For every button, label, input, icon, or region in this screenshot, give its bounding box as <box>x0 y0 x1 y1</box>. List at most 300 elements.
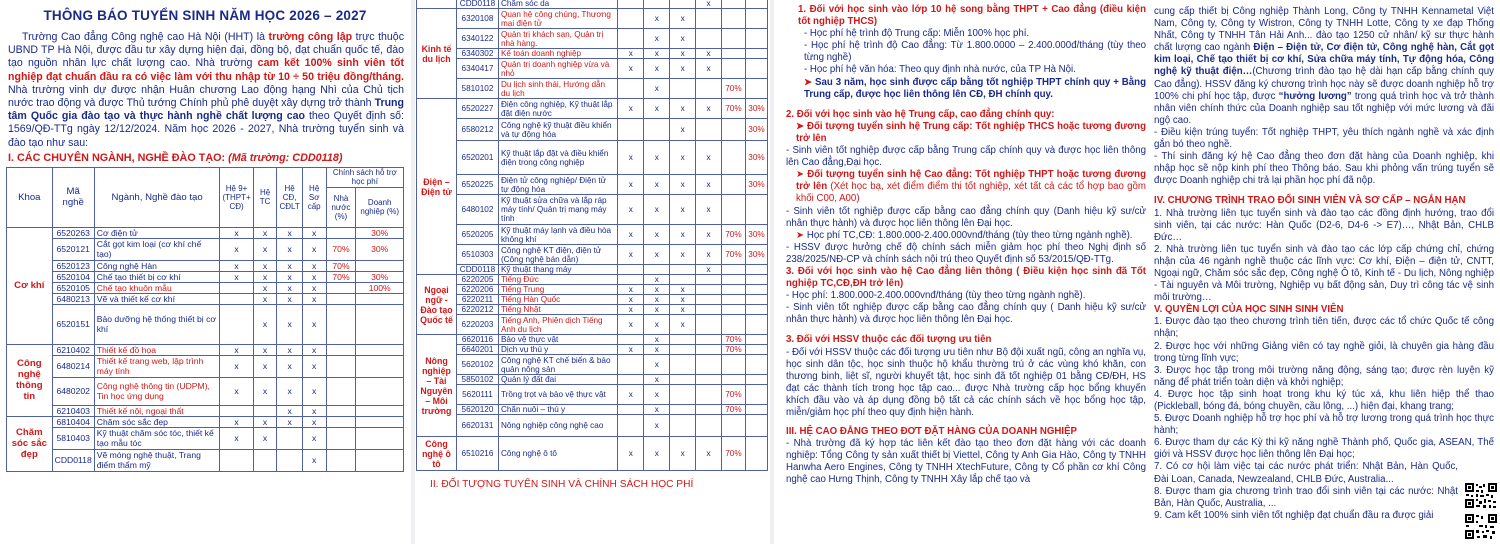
level-cd-mark: x <box>670 9 696 29</box>
table-row <box>417 335 768 345</box>
section-2-heading: II. ĐỐI TƯỢNG TUYỂN SINH VÀ CHÍNH SÁCH HỌC PHÍ <box>430 479 694 490</box>
table-row <box>7 293 404 304</box>
intro-text: Nhà trường vinh dự được nhận Huân chương Lao động hạng Nhì của Chủ tịch nước trao động và được Thủ tướng Chính phủ phê duyệt xây dựng trở thành <box>8 83 404 110</box>
state-support-rate: 70% <box>326 260 356 271</box>
program-name: Chăm sóc sắc đẹp <box>94 416 220 427</box>
program-table-2 <box>416 0 768 471</box>
level-sc-mark <box>696 355 722 375</box>
level-tc-mark: x <box>644 195 670 225</box>
table-row <box>7 377 404 405</box>
level-he9-mark: x <box>618 195 644 225</box>
th-he9: Hệ 9+ (THPT+ CĐ) <box>220 167 253 227</box>
benefit-item: 2. Được học với những Giảng viên có tay nghề giỏi, là chuyên gia hàng đầu trong từng lĩnh vực; <box>1154 340 1494 364</box>
program-name: Kỹ thuật chăm sóc tóc, thiết kế tạo mẫu tóc <box>94 427 220 449</box>
level-tc-mark: x <box>253 304 277 344</box>
level-sc-mark: x <box>302 405 326 416</box>
level-mark <box>721 0 745 9</box>
text-part: (Chương trình đào tạo hệ dài hạn cấp bằng chính quy Cao đẳng). HSSV đăng ký chương trình học này sẽ được doanh nghiệp hỗ trợ 100% chi phí học tập, được <box>1154 66 1494 102</box>
program-code: 6340302 <box>456 49 498 59</box>
state-support-rate <box>721 9 745 29</box>
level-tc-mark: x <box>644 275 670 285</box>
intro-text: theo Quyết định số: 1569/QĐ-TTg ngày 12/12/2024. Năm học 2026 - 2027, Nhà trường tuyển sinh và đào tạo như sau: <box>8 110 404 149</box>
level-cd-mark <box>670 405 696 415</box>
business-support-rate <box>745 385 767 405</box>
business-support-rate: 30% <box>745 175 767 195</box>
th-cd: Hệ CĐ, CĐLT <box>277 167 302 227</box>
level-sc-mark: x <box>302 260 326 271</box>
level-tc-mark <box>253 405 277 416</box>
level-he9-mark: x <box>618 99 644 119</box>
program-name: Trồng trọt và bảo vệ thực vật <box>498 385 617 405</box>
section-1-heading <box>8 152 410 164</box>
level-he9-mark: x <box>220 271 253 282</box>
level-sc-mark: x <box>302 293 326 304</box>
business-support-rate <box>745 195 767 225</box>
state-support-rate <box>721 375 745 385</box>
business-support-rate <box>745 9 767 29</box>
program-code: 6220206 <box>456 285 498 295</box>
arrow-icon: ➤ <box>804 76 813 88</box>
program-name: Tiếng Hàn Quốc <box>498 295 617 305</box>
program-code: 5850102 <box>456 375 498 385</box>
th-tc: Hệ TC <box>253 167 277 227</box>
state-support-rate <box>326 304 356 344</box>
state-support-rate: 70% <box>721 79 745 99</box>
business-support-rate <box>745 437 767 471</box>
program-code: 6620116 <box>456 335 498 345</box>
table-row <box>7 449 404 471</box>
table-row <box>7 271 404 282</box>
business-support-rate <box>745 49 767 59</box>
state-support-rate <box>721 315 745 335</box>
business-support-rate <box>745 79 767 99</box>
program-name: Bảo vệ thực vật <box>498 335 617 345</box>
level-tc-mark: x <box>253 377 277 405</box>
text-bold: “hưởng lương” <box>1278 90 1352 102</box>
state-support-rate <box>326 427 356 449</box>
business-support-rate <box>745 355 767 375</box>
level-cd-mark: x <box>277 271 302 282</box>
level-cd-mark: x <box>277 282 302 293</box>
table-row <box>417 295 768 305</box>
business-support-rate <box>745 265 767 275</box>
level-tc-mark: x <box>644 415 670 437</box>
level-cd-mark <box>670 335 696 345</box>
level-tc-mark: x <box>644 49 670 59</box>
business-support-rate <box>356 304 404 344</box>
state-support-rate <box>721 141 745 175</box>
level-tc-mark: x <box>644 225 670 245</box>
faculty-name: Cơ khí <box>7 227 53 344</box>
level-cd-mark: x <box>277 344 302 355</box>
text-part: trong quá trình học và trở thành nhân viên chính thức của Doanh nghiệp sau tốt nghiệp với mức lương và đãi ngộ cao. <box>1154 90 1494 126</box>
program-name: Chăm sóc da <box>498 0 617 9</box>
level-he9-mark: x <box>618 315 644 335</box>
state-support-rate: 70% <box>721 225 745 245</box>
business-support-rate: 30% <box>745 119 767 141</box>
heading-2a <box>786 121 1146 145</box>
page-2 <box>416 0 768 544</box>
level-cd-mark: x <box>670 49 696 59</box>
heading-2a-text: Đối tượng tuyển sinh hệ Trung cấp: Tốt nghiệp THCS hoặc tương đương trở lên <box>796 120 1147 144</box>
level-tc-mark: x <box>644 295 670 305</box>
level-tc-mark: x <box>644 385 670 405</box>
table-row <box>417 175 768 195</box>
faculty-name: Chăm sóc sắc đẹp <box>7 416 53 471</box>
level-he9-mark: x <box>220 416 253 427</box>
faculty-name <box>417 0 457 9</box>
program-name: Kỹ thuật lắp đặt và điều khiển điện trong công nghiệp <box>498 141 617 175</box>
state-support-rate <box>326 282 356 293</box>
state-support-rate <box>326 377 356 405</box>
level-cd-mark: x <box>670 245 696 265</box>
level-tc-mark: x <box>253 238 277 260</box>
business-support-rate <box>745 345 767 355</box>
level-sc-mark <box>696 415 722 437</box>
business-support-rate <box>745 375 767 385</box>
level-tc-mark: x <box>253 427 277 449</box>
program-name: Tiếng Anh, Phiên dịch Tiếng Anh du lịch <box>498 315 617 335</box>
page-divider <box>411 0 415 544</box>
program-code: 6520151 <box>52 304 94 344</box>
level-tc-mark: x <box>253 282 277 293</box>
level-he9-mark: x <box>220 344 253 355</box>
business-support-rate: 30% <box>745 245 767 265</box>
business-support-rate <box>356 344 404 355</box>
business-support-rate: 30% <box>356 271 404 282</box>
text-part: cung cấp thiết bị Công nghiệp Thành Long, Công ty TNHH Kennametal Việt Nam, Công ty, Công ty Wistron, Công ty TNHH Lotte, Công ty xe đạp Thống Nhất, Công ty TNHH Tân Hải Anh... đào tạo 1250 cử nhân/ kỹ sư thực hành chất lượng cao ngành <box>1154 6 1494 54</box>
th-chinh-sach: Chính sách hỗ trợ học phí <box>326 167 403 187</box>
benefit-item: 4. Được học tập sinh hoạt trong khu ký túc xá, khu liên hiệp thể thao (Pickleball, bóng đá, bóng chuyền, cầu lông, ...) hiện đại, khang trang; <box>1154 388 1494 412</box>
program-code: 6520104 <box>52 271 94 282</box>
level-sc-mark: x <box>696 225 722 245</box>
state-support-rate <box>721 49 745 59</box>
program-code: 5620102 <box>456 355 498 375</box>
level-tc-mark: x <box>644 59 670 79</box>
level-tc-mark: x <box>253 416 277 427</box>
state-support-rate <box>326 355 356 377</box>
level-tc-mark: x <box>253 271 277 282</box>
state-support-rate: 70% <box>721 335 745 345</box>
state-support-rate <box>721 285 745 295</box>
level-he9-mark <box>220 282 253 293</box>
table-row <box>417 275 768 285</box>
level-cd-mark: x <box>670 29 696 49</box>
benefit-item: 8. Được tham gia chương trình trao đổi sinh viên tại các nước: Nhật Bản, Hàn Quốc, Australia, ... <box>1154 485 1458 509</box>
business-support-rate <box>356 427 404 449</box>
level-he9-mark <box>618 79 644 99</box>
th-khoa: Khoa <box>7 167 53 227</box>
level-sc-mark <box>696 305 722 315</box>
level-sc-mark <box>696 119 722 141</box>
level-cd-mark: x <box>670 59 696 79</box>
level-sc-mark: x <box>696 99 722 119</box>
level-mark <box>618 0 644 9</box>
level-cd-mark: x <box>277 293 302 304</box>
level-cd-mark <box>277 427 302 449</box>
level-cd-mark: x <box>277 304 302 344</box>
benefit-item: 6. Được tham dự các Kỳ thi kỹ năng nghề Thành phố, Quốc gia, ASEAN, Thế giới và HSSV được học liên thông lên Đại học; <box>1154 437 1494 461</box>
program-code: 6320108 <box>456 9 498 29</box>
business-support-rate <box>745 315 767 335</box>
level-cd-mark: x <box>670 141 696 175</box>
table-row <box>7 416 404 427</box>
table-row <box>417 405 768 415</box>
level-tc-mark: x <box>644 285 670 295</box>
program-name: Công nghệ kỹ thuật điều khiển và tự động hóa <box>498 119 617 141</box>
state-support-rate <box>721 29 745 49</box>
text-line: - Đối với HSSV thuộc các đối tượng ưu tiên như Bộ đội xuất ngũ, công an nghĩa vụ, học sinh dân tộc, học sinh thuộc hộ khẩu thường trú ở các vùng khó khăn, con thương binh, liệt sĩ, người khuyết tật, học sinh đã tốt nghiệp 01 bằng CĐ/ĐH, HS đạt các thành tích trong học tập cao... được Nhà trường cấp học bổng khuyến khích đầu vào và áp dụng đồng bộ tất cả các chính sách về học bổng học tập, miễn/giảm học phí theo quy định hiện hành. <box>786 346 1146 418</box>
program-name: Chăn nuôi – thú y <box>498 405 617 415</box>
benefit-item: 7. Có cơ hội làm việc tại các nước phát triển: Nhật Bản, Hàn Quốc, Đài Loan, Canada, Newzealand, CHLB Đức, Australia... <box>1154 461 1458 485</box>
table-row <box>417 415 768 437</box>
table-row <box>417 265 768 275</box>
level-sc-mark: x <box>302 344 326 355</box>
business-support-rate <box>745 295 767 305</box>
level-cd-mark: x <box>670 195 696 225</box>
level-he9-mark: x <box>618 141 644 175</box>
table-row <box>7 238 404 260</box>
heading-2b-note: (Xét học bạ, xét điểm điểm thi tốt nghiệp, xét tất cả các tổ hợp bao gồm khối C00, A00) <box>796 181 1146 205</box>
text-bold: Điện – Điện tử, Cơ điện tử, Công nghệ hàn, Cắt gọt kim loại, Chế tạo thiết bị cơ khí, Sửa chữa máy tính, Tự động hóa, Công nghệ kỹ thuật điện… <box>1154 42 1494 78</box>
arrow-icon: ➤ <box>796 120 805 132</box>
level-tc-mark: x <box>644 245 670 265</box>
state-support-rate <box>721 119 745 141</box>
level-tc-mark: x <box>644 335 670 345</box>
state-support-rate: 70% <box>721 385 745 405</box>
program-code: 6340417 <box>456 59 498 79</box>
th-sc: Hệ Sơ cấp <box>302 167 326 227</box>
business-support-rate: 30% <box>745 225 767 245</box>
document-title: THÔNG BÁO TUYỂN SINH NĂM HỌC 2026 – 2027 <box>43 8 367 23</box>
level-he9-mark <box>220 405 253 416</box>
intro-highlight: cam kết 100% sinh viên tốt nghiệp đạt chuẩn đầu ra có việc làm với thu nhập từ 10 ÷ 50 triệu đồng/tháng. <box>8 57 405 83</box>
level-mark <box>745 0 767 9</box>
level-sc-mark <box>696 275 722 285</box>
level-tc-mark: x <box>253 355 277 377</box>
level-sc-mark <box>696 9 722 29</box>
business-support-rate: 30% <box>745 99 767 119</box>
business-support-rate <box>356 377 404 405</box>
state-support-rate <box>721 265 745 275</box>
business-support-rate: 100% <box>356 282 404 293</box>
program-code: 6510216 <box>456 437 498 471</box>
level-he9-mark: x <box>220 238 253 260</box>
level-sc-mark <box>696 375 722 385</box>
text-line-bold <box>786 77 1146 101</box>
level-tc-mark: x <box>644 437 670 471</box>
program-code: 6480214 <box>52 355 94 377</box>
program-code: 6520225 <box>456 175 498 195</box>
program-code: 5810102 <box>456 79 498 99</box>
level-cd-mark: x <box>277 260 302 271</box>
program-name: Kế toán doanh nghiệp <box>498 49 617 59</box>
level-sc-mark <box>696 385 722 405</box>
th-nha-nuoc: Nhà nước (%) <box>326 187 356 227</box>
level-tc-mark: x <box>644 315 670 335</box>
level-tc-mark: x <box>644 375 670 385</box>
table-row <box>417 79 768 99</box>
level-he9-mark <box>220 304 253 344</box>
state-support-rate: 70% <box>721 99 745 119</box>
level-cd-mark <box>670 385 696 405</box>
program-name: Công nghệ KT chế biến & bảo quản nông sản <box>498 355 617 375</box>
program-table-2-body <box>417 0 768 471</box>
level-cd-mark: x <box>670 305 696 315</box>
level-tc-mark: x <box>253 344 277 355</box>
faculty-name: Nông nghiệp – Tài Nguyên – Môi trường <box>417 335 457 437</box>
level-he9-mark: x <box>618 295 644 305</box>
table-row <box>417 195 768 225</box>
state-support-rate <box>721 415 745 437</box>
level-cd-mark <box>670 265 696 275</box>
level-sc-mark: x <box>696 437 722 471</box>
level-sc-mark: x <box>302 271 326 282</box>
level-sc-mark <box>696 295 722 305</box>
text-line: Sau 3 năm, học sinh được cấp bằng tốt nghiệp THPT chính quy + Bằng Trung cấp, được học liên thông lên CĐ, ĐH chính quy. <box>804 76 1146 100</box>
program-name: Tiếng Đức <box>498 275 617 285</box>
level-sc-mark: x <box>302 227 326 238</box>
program-code: 6810404 <box>52 416 94 427</box>
program-name: Công nghệ ô tô <box>498 437 617 471</box>
level-cd-mark: x <box>670 295 696 305</box>
program-name: Chế tạo thiết bị cơ khí <box>94 271 220 282</box>
program-name: Công nghệ thông tin (UDPM), Tin học ứng dụng <box>94 377 220 405</box>
program-code: 6520123 <box>52 260 94 271</box>
program-code: 6520201 <box>456 141 498 175</box>
state-support-rate: 70% <box>326 238 356 260</box>
level-he9-mark: x <box>220 355 253 377</box>
level-cd-mark: x <box>670 119 696 141</box>
table-row <box>417 285 768 295</box>
program-code: 6580212 <box>456 119 498 141</box>
th-nganh: Ngành, Nghề đào tạo <box>94 167 220 227</box>
table-row <box>417 119 768 141</box>
level-sc-mark: x <box>696 245 722 265</box>
level-cd-mark: x <box>277 405 302 416</box>
text-line: 1. Nhà trường liên tục tuyển sinh và đào tạo các đồng định hướng, trao đổi sinh viên, tại các nước: Hàn Quốc (D2-6, D4-6 -> E7)…, Nhật Bản, CHLB Đức… <box>1154 207 1494 243</box>
level-he9-mark <box>618 9 644 29</box>
program-code: 5620120 <box>456 405 498 415</box>
level-sc-mark <box>696 405 722 415</box>
level-he9-mark: x <box>220 260 253 271</box>
table-row <box>417 385 768 405</box>
text-line: - Nhà trường đã ký hợp tác liên kết đào tạo theo đơn đặt hàng với các doanh nghiệp: Tổng Công ty sản xuất thiết bị Viettel, Công ty Anh Gia Hào, Công ty TNHH Hanwha Aero Engines, Công ty TNHH XtechFuture, Công ty Cổ phần cơ khí Công nghệ cao Hưng Thịnh, Công ty TNHH Xây lắp chế tạo và <box>786 438 1146 486</box>
level-sc-mark: x <box>302 304 326 344</box>
business-support-rate <box>745 285 767 295</box>
program-code: 6220211 <box>456 295 498 305</box>
level-he9-mark <box>220 293 253 304</box>
level-cd-mark <box>670 345 696 355</box>
program-table-1 <box>6 167 404 472</box>
level-tc-mark: x <box>644 405 670 415</box>
text-line: - Điều kiện trúng tuyển: Tốt nghiệp THPT, yêu thích ngành nghề và xác định gắn bó theo nghề. <box>1154 126 1494 151</box>
faculty-name: Công nghệ thông tin <box>7 344 53 416</box>
program-code: 6480102 <box>456 195 498 225</box>
faculty-name: Kinh tế du lịch <box>417 9 457 99</box>
text-line: - HSSV được hưởng chế độ chính sách miễn giảm học phí theo Nghị định số 238/2025/NĐ-CP và chính sách nội trú theo Quyết định số 53/2015/QĐ-TTg. <box>786 241 1146 265</box>
level-cd-mark: x <box>277 227 302 238</box>
benefit-item: 5. Được Doanh nghiệp hỗ trợ học phí và hỗ trợ lương trong quá trình học thực hành; <box>1154 413 1494 437</box>
level-tc-mark: x <box>644 305 670 315</box>
benefit-item: 3. Được học tập trong môi trường năng động, sáng tạo; được rèn luyện kỹ năng để phát triển toàn diện và khởi nghiệp; <box>1154 364 1494 388</box>
benefit-item: 9. Cam kết 100% sinh viên tốt nghiệp đạt chuẩn đầu ra được giải <box>1154 509 1434 521</box>
page-3 <box>776 0 1150 544</box>
table-row <box>417 49 768 59</box>
table-row <box>7 227 404 238</box>
page-4 <box>1150 0 1500 544</box>
business-support-rate <box>356 293 404 304</box>
business-support-rate <box>356 260 404 271</box>
table-row <box>417 305 768 315</box>
level-cd-mark: x <box>670 285 696 295</box>
level-sc-mark: x <box>302 449 326 471</box>
table-row <box>7 355 404 377</box>
level-tc-mark: x <box>253 227 277 238</box>
heading-v: V. QUYỀN LỢI CỦA HỌC SINH SINH VIÊN <box>1154 304 1344 316</box>
program-name: Tiếng Trung <box>498 285 617 295</box>
state-support-rate <box>326 227 356 238</box>
level-sc-mark <box>696 335 722 345</box>
program-code: 6520227 <box>456 99 498 119</box>
program-name: Bảo dưỡng hệ thống thiết bị cơ khí <box>94 304 220 344</box>
level-he9-mark: x <box>618 345 644 355</box>
level-cd-mark: x <box>277 238 302 260</box>
state-support-rate: 70% <box>721 245 745 265</box>
level-he9-mark: x <box>618 385 644 405</box>
level-cd-mark: x <box>670 175 696 195</box>
program-name: Nông nghiệp công nghệ cao <box>498 415 617 437</box>
program-name: Công nghệ KT điện, điện tử (Công nghệ bán dẫn) <box>498 245 617 265</box>
level-cd-mark: x <box>670 437 696 471</box>
level-tc-mark: x <box>644 175 670 195</box>
text-line: - Thí sinh đăng ký hệ Cao đẳng theo đơn đặt hàng của Doanh nghiệp, khi nhập học sẽ nộp kinh phí theo Thông báo. Sau khi phỏng vấn trúng tuyển sẽ được Doanh nghiệp chi trả lại phần học phí đã nộp. <box>1154 151 1494 187</box>
program-name: Quản lý đất đai <box>498 375 617 385</box>
state-support-rate <box>326 293 356 304</box>
program-name: Quản trị khách sạn, Quản trị nhà hàng. <box>498 29 617 49</box>
text-line: - Sinh viên tốt nghiệp được cấp bằng cao đẳng chính quy (Danh hiệu kỹ sư/cử nhân thực hành) và được học liên thông lên Đại học. <box>786 205 1146 229</box>
level-sc-mark: x <box>302 355 326 377</box>
program-name: Quản trị doanh nghiệp vừa và nhỏ <box>498 59 617 79</box>
level-sc-mark: x <box>696 195 722 225</box>
heading-4: 3. Đối với HSSV thuộc các đối tượng ưu tiên <box>786 334 992 346</box>
business-support-rate <box>745 275 767 285</box>
intro-bold: Trung tâm Quốc gia đào tạo và thực hành nghề chất lượng cao <box>8 97 404 123</box>
business-support-rate <box>356 355 404 377</box>
level-sc-mark: x <box>696 59 722 79</box>
level-he9-mark <box>618 405 644 415</box>
level-sc-mark: x <box>302 377 326 405</box>
table-row <box>417 0 768 9</box>
program-code: 6220205 <box>456 275 498 285</box>
intro-highlight: trường công lập <box>268 31 353 43</box>
level-he9-mark <box>220 449 253 471</box>
state-support-rate <box>721 59 745 79</box>
table-row <box>417 141 768 175</box>
level-cd-mark <box>670 275 696 285</box>
level-tc-mark: x <box>644 79 670 99</box>
text-line <box>1154 6 1494 127</box>
level-sc-mark: x <box>696 49 722 59</box>
heading-iv: IV. CHƯƠNG TRÌNH TRAO ĐỔI SINH VIÊN VÀ SƠ CẤP – NGẮN HẠN <box>1154 195 1466 207</box>
program-name: Điện công nghiệp, Kỹ thuật lắp đặt điện nước <box>498 99 617 119</box>
business-support-rate: 30% <box>356 238 404 260</box>
program-name: Thiết kế đồ họa <box>94 344 220 355</box>
level-cd-mark: x <box>277 377 302 405</box>
program-code: 6520121 <box>52 238 94 260</box>
program-code: 5810403 <box>52 427 94 449</box>
text-line: Học phí TC,CĐ: 1.800.000-2.400.000vnđ/tháng (tùy theo từng ngành nghề). <box>806 229 1133 241</box>
